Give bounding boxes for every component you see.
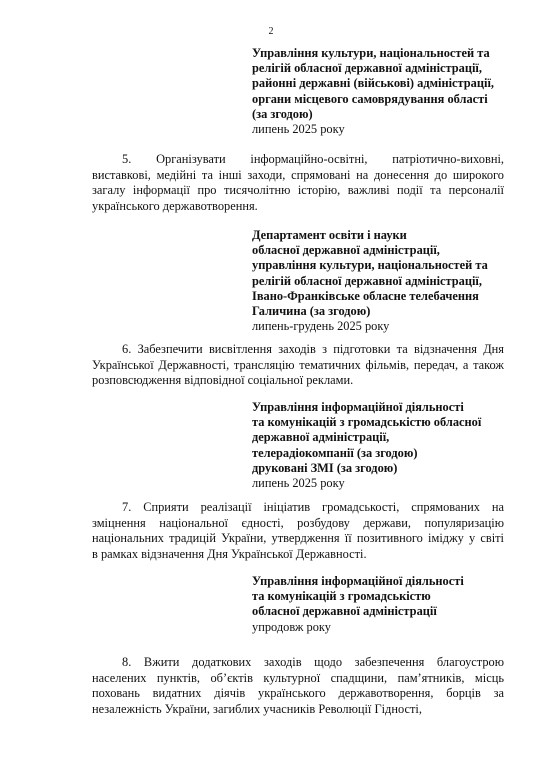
paragraph-line: населених пунктів, об’єктів культурної спадщини, пам’ятників, місць [92, 670, 504, 685]
responsible-line: телерадіокомпанії (за згодою) [252, 445, 418, 460]
responsible-line: державної адміністрації, [252, 430, 390, 445]
paragraph-6 [92, 342, 504, 389]
responsible-line: районні державні (військові) адміністрації, [252, 76, 494, 91]
paragraph-5 [92, 152, 504, 214]
paragraph-line: незалежність України, загиблих учасників Революції Гідності, [92, 701, 422, 716]
deadline: липень 2025 року [252, 476, 345, 491]
paragraph-line: зміцнення національної єдності, розбудову держави, популяризацію [92, 515, 504, 530]
paragraph-line: 7. Сприяти реалізації ініціатив громадськості, спрямованих на [122, 500, 504, 514]
paragraph-line: 5. Організувати інформаційно-освітні, патріотично-виховні, [122, 152, 504, 166]
paragraph-line: в рамках відзначення Дня Української Державності. [92, 546, 367, 561]
paragraph-line: виставкові, медійні та інші заходи, спрямовані на донесення до широкого [92, 167, 504, 182]
responsible-line: та комунікацій з громадськістю обласної [252, 415, 482, 430]
deadline: липень 2025 року [252, 122, 345, 137]
responsible-line: релігій обласної державної адміністрації, [252, 273, 482, 288]
paragraph-8 [92, 655, 504, 717]
responsible-line: управління культури, національностей та [252, 258, 488, 273]
responsible-block-4 [252, 574, 512, 635]
responsible-line: обласної державної адміністрації [252, 604, 437, 619]
deadline: упродовж року [252, 619, 331, 634]
paragraph-line: національних традицій України, утвердження її позитивного іміджу у світі [92, 531, 504, 546]
paragraph-line: загалу інформації про тисячолітню історію, важливі події та персоналії [92, 183, 504, 198]
responsible-line: органи місцевого самоврядування області [252, 91, 488, 106]
responsible-line: обласної державної адміністрації, [252, 243, 440, 258]
responsible-block-3 [252, 400, 512, 491]
responsible-line: Управління інформаційної діяльності [252, 574, 464, 588]
deadline: липень-грудень 2025 року [252, 319, 390, 334]
responsible-line: Управління інформаційної діяльності [252, 400, 464, 414]
responsible-block-1 [252, 46, 512, 137]
responsible-block-2 [252, 228, 512, 334]
paragraph-line: розповсюдження відповідної соціальної реклами. [92, 373, 354, 388]
responsible-line: релігій обласної державної адміністрації, [252, 61, 482, 76]
paragraph-line: українського державотворення. [92, 198, 258, 213]
responsible-line: Департамент освіти і науки [252, 228, 407, 242]
responsible-line: (за згодою) [252, 106, 313, 121]
paragraph-line: Української Державності, трансляцію тематичних фільмів, передач, а також [92, 357, 504, 372]
paragraph-7 [92, 500, 504, 562]
paragraph-line: 8. Вжити додаткових заходів щодо забезпечення благоустрою [122, 655, 504, 669]
paragraph-line: 6. Забезпечити висвітлення заходів з підготовки та відзначення Дня [122, 342, 504, 356]
responsible-line: друковані ЗМІ (за згодою) [252, 460, 398, 475]
responsible-line: Івано-Франківське обласне телебачення [252, 288, 479, 303]
responsible-line: та комунікацій з громадськістю [252, 589, 431, 604]
responsible-line: Галичина (за згодою) [252, 304, 371, 319]
responsible-line: Управління культури, національностей та [252, 46, 490, 60]
paragraph-line: поховань видатних діячів українського державотворення, борців за [92, 686, 504, 701]
page-number: 2 [268, 26, 274, 37]
